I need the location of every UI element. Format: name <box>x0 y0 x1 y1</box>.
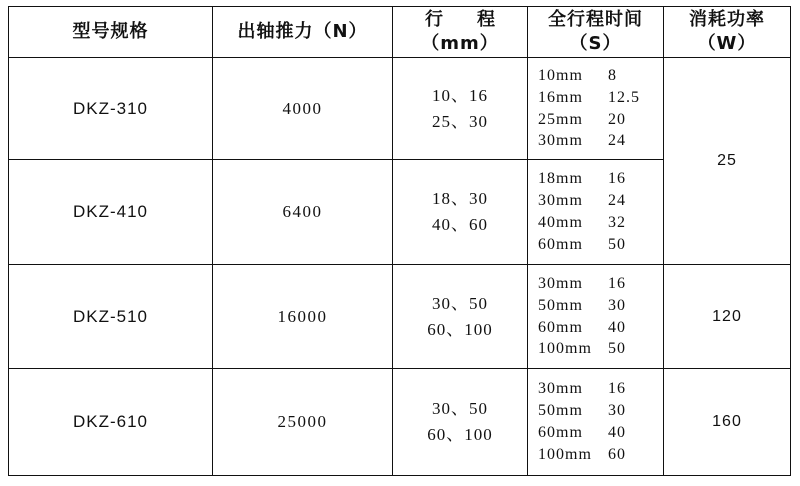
time-value: 30 <box>608 296 626 314</box>
time-line <box>538 190 663 212</box>
time-value: 50 <box>608 340 626 358</box>
full-stroke-time-cell <box>528 265 664 369</box>
time-value: 50 <box>608 235 626 253</box>
header-model <box>9 7 213 58</box>
time-line <box>538 317 663 339</box>
time-stroke: 50mm <box>538 402 583 420</box>
model-cell: DKZ-610 <box>9 369 213 476</box>
header-power <box>664 7 791 58</box>
time-stroke: 18mm <box>538 170 583 188</box>
time-value: 24 <box>608 192 626 210</box>
model-cell: DKZ-410 <box>9 160 213 265</box>
time-value: 40 <box>608 318 626 336</box>
stroke-option: 30、50 <box>432 399 488 418</box>
time-value: 8 <box>608 66 617 84</box>
time-stroke: 50mm <box>538 296 583 314</box>
model-cell: DKZ-310 <box>9 58 213 160</box>
table-row <box>9 369 791 476</box>
time-stroke: 40mm <box>538 214 583 231</box>
time-value: 60 <box>608 445 626 463</box>
stroke-option: 30、50 <box>432 293 488 313</box>
full-stroke-time-cell <box>528 160 664 265</box>
time-value: 40 <box>608 424 626 441</box>
header-stroke-title: 行 程 <box>425 9 503 30</box>
time-stroke: 30mm <box>538 380 583 398</box>
time-line <box>538 338 663 360</box>
time-stroke: 30mm <box>538 274 583 292</box>
time-stroke: 16mm <box>538 88 583 106</box>
stroke-cell <box>393 160 528 265</box>
time-stroke: 10mm <box>538 66 583 84</box>
header-row <box>9 7 791 58</box>
time-value: 32 <box>608 214 626 231</box>
header-full-time-unit: （S） <box>569 33 622 54</box>
table-row <box>9 265 791 369</box>
power-cell: 160 <box>664 369 791 476</box>
header-stroke <box>393 7 528 58</box>
stroke-cell <box>393 58 528 160</box>
time-line <box>538 234 663 256</box>
thrust-cell: 4000 <box>213 58 393 160</box>
thrust-cell: 25000 <box>213 369 393 476</box>
header-model-label: 型号规格 <box>72 21 149 42</box>
time-value: 20 <box>608 110 626 128</box>
time-line <box>538 65 663 87</box>
time-value: 16 <box>608 170 626 188</box>
time-stroke: 60mm <box>538 235 583 253</box>
time-line <box>538 295 663 317</box>
power-cell: 25 <box>664 58 791 265</box>
table-row <box>9 58 791 160</box>
header-full-time <box>528 7 664 58</box>
time-line <box>538 273 663 295</box>
thrust-cell: 16000 <box>213 265 393 369</box>
power-cell: 120 <box>664 265 791 369</box>
header-thrust <box>213 7 393 58</box>
full-stroke-time-cell <box>528 369 664 476</box>
header-power-unit: （W） <box>697 33 757 54</box>
header-stroke-unit: （mm） <box>421 33 499 54</box>
stroke-option: 60、100 <box>427 319 493 339</box>
time-line <box>538 87 663 109</box>
time-value: 16 <box>608 274 626 292</box>
time-value: 30 <box>608 402 626 420</box>
time-line <box>538 444 663 466</box>
thrust-cell: 6400 <box>213 160 393 265</box>
full-stroke-time-cell <box>528 58 664 160</box>
time-line <box>538 130 663 152</box>
model-cell: DKZ-510 <box>9 265 213 369</box>
stroke-option: 25、30 <box>432 111 488 131</box>
time-stroke: 30mm <box>538 132 583 150</box>
stroke-cell <box>393 369 528 476</box>
spec-table <box>8 6 791 476</box>
header-stroke-line1 <box>393 8 527 32</box>
time-stroke: 25mm <box>538 110 583 128</box>
stroke-option: 18、30 <box>432 189 488 208</box>
time-line <box>538 378 663 400</box>
time-stroke: 100mm <box>538 445 592 463</box>
time-stroke: 100mm <box>538 340 592 358</box>
time-stroke: 60mm <box>538 424 583 441</box>
time-stroke: 30mm <box>538 192 583 210</box>
time-value: 16 <box>608 380 626 398</box>
time-line <box>538 109 663 131</box>
time-line <box>538 212 663 234</box>
time-line <box>538 168 663 190</box>
time-stroke: 60mm <box>538 318 583 336</box>
time-value: 12.5 <box>608 88 640 106</box>
time-line <box>538 400 663 422</box>
stroke-cell <box>393 265 528 369</box>
stroke-option: 10、16 <box>432 85 488 105</box>
stroke-option: 40、60 <box>432 215 488 234</box>
time-line <box>538 422 663 444</box>
time-value: 24 <box>608 132 626 150</box>
stroke-option: 60、100 <box>427 425 493 444</box>
header-power-title: 消耗功率 <box>689 9 765 30</box>
header-full-time-title: 全行程时间 <box>548 9 643 30</box>
header-thrust-label: 出轴推力（N） <box>237 21 368 42</box>
